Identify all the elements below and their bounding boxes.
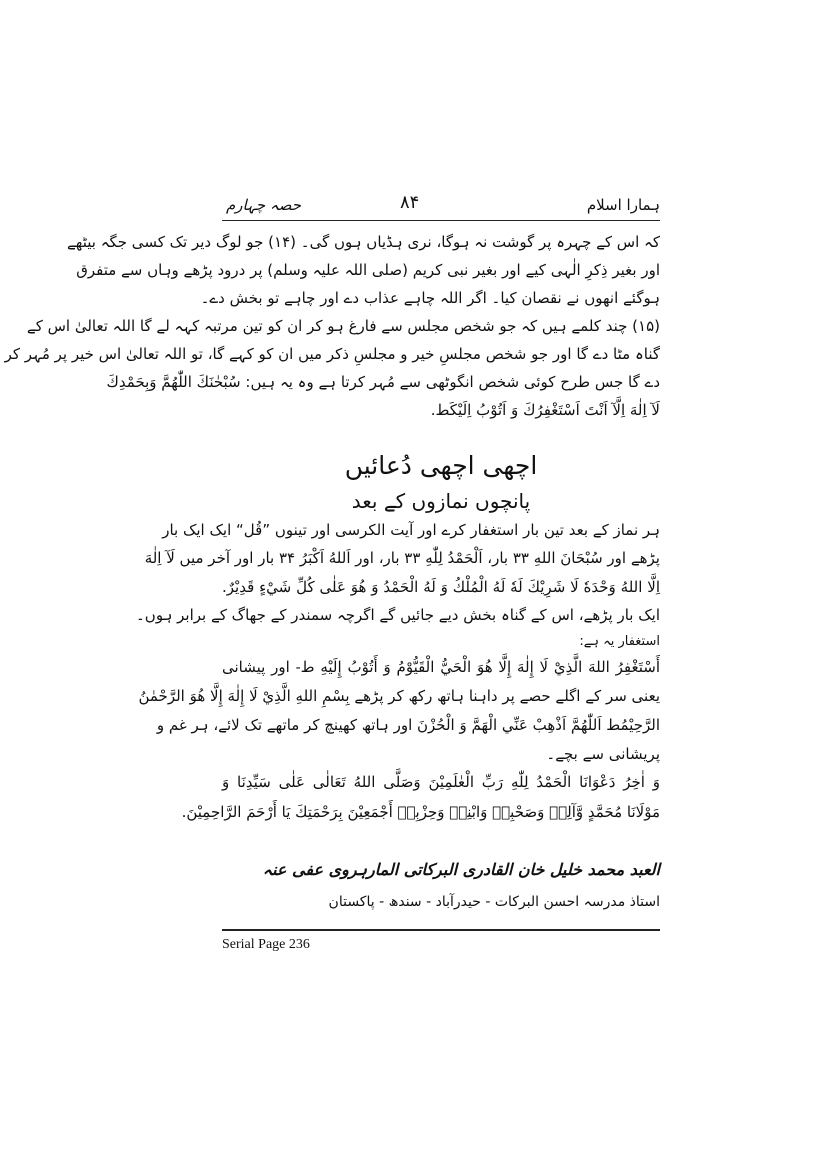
- header-rule: [222, 220, 660, 221]
- text-line: مَوْلَانَا مُحَمَّدٍ وَّآلِهٖ وَصَحْبِهٖ وَابْنِهٖ وَحِزْبِهٖ أَجْمَعِيْنَ بِرَحْمَتِكَ يَا أَرْحَمَ الرَّاحِمِيْنَ.: [181, 803, 660, 821]
- serial-page: Serial Page 236: [222, 937, 310, 952]
- section-subtitle: پانچوں نمازوں کے بعد: [351, 489, 531, 513]
- book-title: ہمارا اسلام: [586, 196, 660, 214]
- text-line: اِلَّا اللهُ وَحْدَهٗ لَا شَرِيْكَ لَهٗ لَهُ الْمُلْكُ وَ لَهُ الْحَمْدُ وَ هُوَ عَلٰى كُلِّ شَيْءٍ قَدِيْرٌ.: [222, 578, 660, 596]
- text-line: ہر نماز کے بعد تین بار استغفار کرے اور آیت الکرسی اور تینوں ”قُل“ ایک ایک بار: [162, 521, 660, 539]
- author-affiliation: استاذ مدرسہ احسن البرکات - حیدرآباد - سندھ - پاکستان: [328, 894, 660, 910]
- text-line: وَ اٰخِرُ دَعْوَانَا الْحَمْدُ لِلّٰهِ رَبِّ الْعٰلَمِيْنَ وَصَلَّى اللهُ تَعَالٰى عَلٰى سَيِّدِنَا وَ: [222, 773, 660, 791]
- text-line: اور بغیر ذِکرِ الٰہی کیے اور بغیر نبی کریم (صلی اللہ علیہ وسلم) پر درود پڑھے وہاں سے متفرق: [76, 261, 660, 279]
- text-line: ایک بار پڑھے، اس کے گناہ بخش دیے جائیں گے اگرچہ سمندر کے جھاگ کے برابر ہوں۔: [136, 606, 660, 624]
- text-line: پڑھے اور سُبْحَانَ اللهِ ۳۳ بار، اَلْحَمْدُ لِلّٰهِ ۳۳ بار، اور اَللهُ اَكْبَرُ ۳۴ بار اور آخر میں لَآ اِلٰهَ: [144, 549, 660, 567]
- text-line: استغفار یہ ہے:: [579, 634, 660, 649]
- text-line: ہوگئے انھوں نے نقصان کیا۔ اگر اللہ چاہے عذاب دے اور چاہے تو بخش دے۔: [200, 289, 660, 307]
- page-number: ۸۴: [400, 192, 420, 213]
- text-line: لَآ اِلٰهَ اِلَّآ اَنْتَ اَسْتَغْفِرُكَ وَ اَتُوْبُ اِلَيْكَط.: [430, 401, 660, 419]
- text-line: گناہ مٹا دے گا اور جو شخص مجلسِ خیر و مجلسِ ذکر میں ان کو کہے گا، تو اللہ تعالیٰ اس خیر پر مُہر کر: [4, 345, 660, 363]
- author-signature: العبد محمد خلیل خان القادری البرکاتی المارہروی عفی عنہ: [262, 860, 660, 879]
- section-title: اچھی اچھی دُعائیں: [344, 451, 538, 480]
- text-line: کہ اس کے چہرہ پر گوشت نہ ہوگا، نری ہڈیاں ہوں گی۔ (۱۴) جو لوگ دیر تک کسی جگہ بیٹھے: [67, 233, 660, 251]
- text-line: الرَّحِيْمُط اَللّٰهُمَّ اَذْهِبْ عَنِّي الْهَمَّ وَ الْحُزْنَ اور ہاتھ کھینچ کر ماتھے تک لائے، ہر غم و: [156, 716, 660, 734]
- text-line: (۱۵) چند کلمے ہیں کہ جو شخص مجلس سے فارغ ہو کر ان کو تین مرتبہ کہہ لے گا اللہ تعالیٰ اس کے: [26, 317, 660, 335]
- footer-rule: [222, 929, 660, 931]
- part-label: حصہ چہارم: [226, 196, 301, 214]
- text-line: یعنی سر کے اگلے حصے پر داہنا ہاتھ رکھ کر پڑھے بِسْمِ اللهِ الَّذِيْ لَا إِلٰهَ إِلَّا هُوَ الرَّحْمٰنُ: [138, 687, 660, 705]
- text-line: پریشانی سے بچے۔: [546, 745, 660, 763]
- text-line: دے گا جس طرح کوئی شخص انگوٹھی سے مُہر کرتا ہے وہ یہ ہیں: سُبْحٰنَكَ اللّٰهُمَّ وَبِحَمْدِكَ: [106, 373, 660, 391]
- text-line: أَسْتَغْفِرُ اللهَ الَّذِيْ لَا إِلٰهَ إِلَّا هُوَ الْحَيُّ الْقَيُّوْمُ وَ أَتُوْبُ إِلَيْهِ ط- اور پیشانی: [222, 658, 660, 676]
